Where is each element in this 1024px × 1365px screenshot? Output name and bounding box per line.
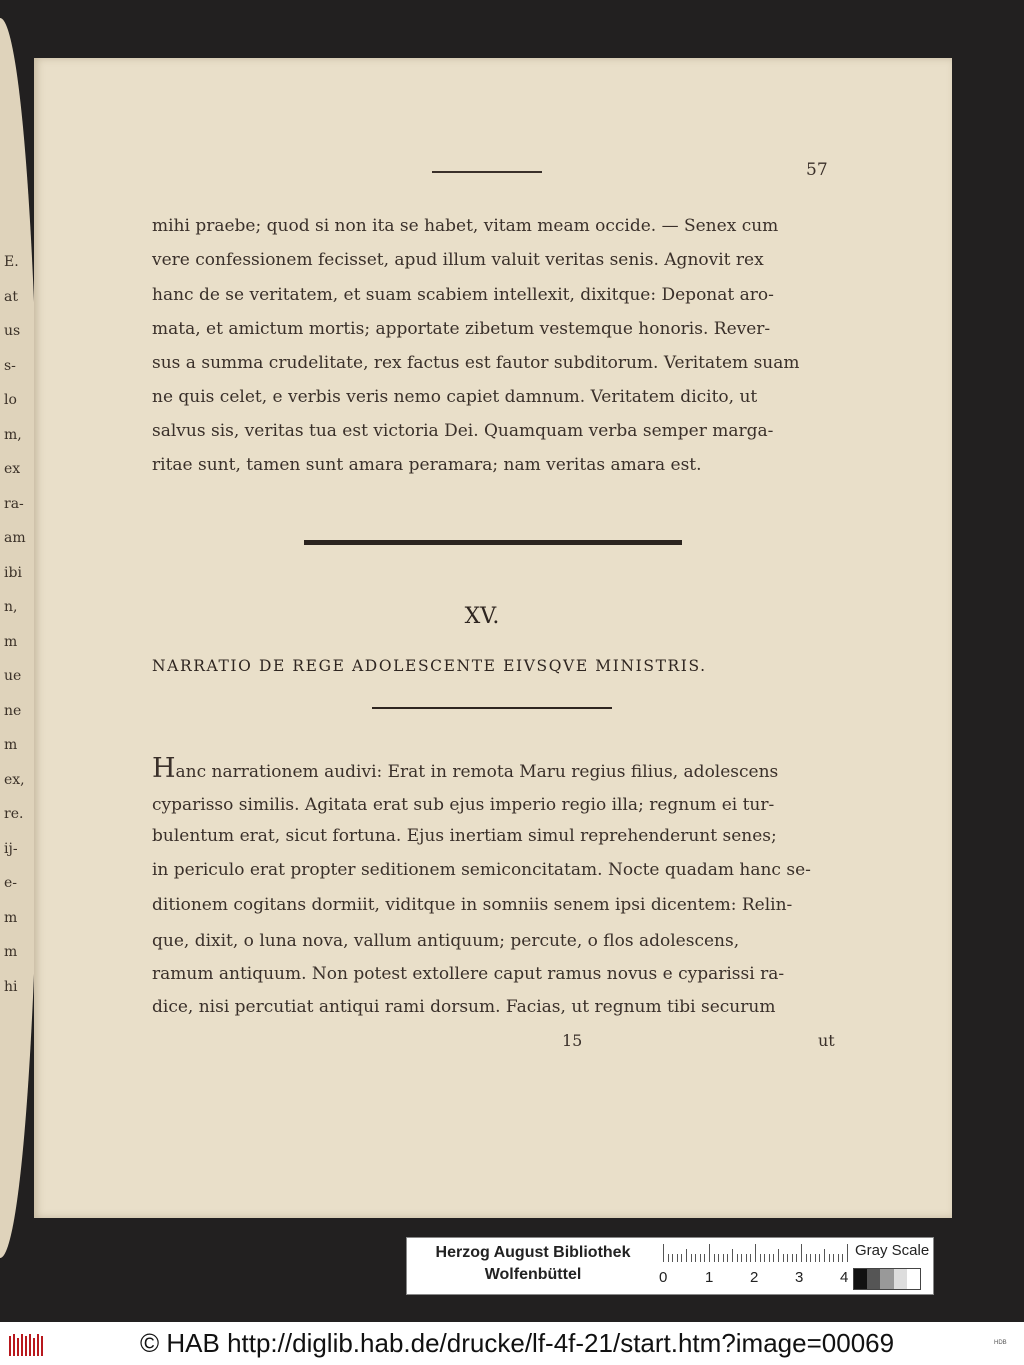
catchword: ut bbox=[818, 1031, 835, 1050]
ruler-tick bbox=[769, 1254, 770, 1262]
text-line: vere confessionem fecisset, apud illum valuit veritas senis. Agnovit rex bbox=[152, 250, 764, 270]
text-line: dice, nisi percutiat antiqui rami dorsum. Facias, ut regnum tibi securum bbox=[152, 997, 776, 1017]
ruler-tick bbox=[796, 1254, 797, 1262]
text-line: salvus sis, veritas tua est victoria Dei. Quamquam verba semper marga- bbox=[152, 421, 774, 441]
ruler-tick bbox=[755, 1244, 756, 1262]
ruler-tick bbox=[737, 1254, 738, 1262]
ruler-tick bbox=[681, 1254, 682, 1262]
prev-page-fragment: ra- bbox=[4, 495, 24, 512]
ruler-tick bbox=[672, 1254, 673, 1262]
ruler-tick bbox=[668, 1254, 669, 1262]
ruler-tick bbox=[764, 1254, 765, 1262]
section-divider bbox=[304, 540, 682, 545]
ruler-tick bbox=[709, 1244, 710, 1262]
text-line: ramum antiquum. Non potest extollere caput ramus novus e cyparissi ra- bbox=[152, 964, 785, 984]
hab-logo-icon bbox=[8, 1332, 46, 1358]
ruler-tick bbox=[806, 1254, 807, 1262]
drop-cap: H bbox=[152, 753, 176, 784]
calibration-card bbox=[406, 1237, 934, 1295]
text-line: mihi praebe; quod si non ita se habet, vitam meam occide. — Senex cum bbox=[152, 216, 779, 236]
ruler-tick bbox=[723, 1254, 724, 1262]
ruler-tick bbox=[760, 1254, 761, 1262]
ruler-tick bbox=[718, 1254, 719, 1262]
text-line: cyparisso similis. Agitata erat sub ejus imperio regio illa; regnum ei tur- bbox=[152, 795, 775, 815]
ruler-tick bbox=[833, 1254, 834, 1262]
text-line: ritae sunt, tamen sunt amara peramara; nam veritas amara est. bbox=[152, 455, 702, 475]
prev-page-fragment: m, bbox=[4, 426, 22, 443]
ruler-tick bbox=[810, 1254, 811, 1262]
signature-mark: 15 bbox=[562, 1031, 583, 1050]
ruler-tick bbox=[714, 1254, 715, 1262]
prev-page-fragment: am bbox=[4, 530, 26, 546]
ruler-tick bbox=[663, 1244, 664, 1262]
prev-page-fragment: at bbox=[4, 288, 18, 305]
ruler-tick bbox=[819, 1254, 820, 1262]
text-line-rest: anc narrationem audivi: Erat in remota Maru regius filius, adolescens bbox=[175, 762, 779, 782]
library-name-line2: Wolfenbüttel bbox=[484, 1266, 582, 1283]
gray-scale-steps bbox=[853, 1268, 921, 1290]
text-line: hanc de se veritatem, et suam scabiem intellexit, dixitque: Deponat aro- bbox=[152, 285, 774, 305]
text-line-first bbox=[152, 753, 834, 784]
ruler-tick bbox=[787, 1254, 788, 1262]
prev-page-fragment: us bbox=[4, 323, 21, 339]
scale-ruler bbox=[663, 1244, 853, 1262]
text-line: que, dixit, o luna nova, vallum antiquum; percute, o flos adolescens, bbox=[152, 931, 740, 951]
prev-page-fragment: ij- bbox=[4, 840, 18, 857]
library-name-line1: Herzog August Bibliothek bbox=[435, 1244, 631, 1261]
gray-scale-label: Gray Scale bbox=[855, 1242, 930, 1259]
ruler-label: 3 bbox=[795, 1269, 804, 1286]
prev-page-fragment: m bbox=[4, 909, 18, 926]
library-name bbox=[407, 1242, 659, 1286]
text-line: ne quis celet, e verbis veris nemo capiet damnum. Veritatem dicito, ut bbox=[152, 387, 758, 407]
ruler-tick bbox=[824, 1249, 825, 1262]
ruler-tick bbox=[842, 1254, 843, 1262]
header-rule bbox=[432, 171, 542, 173]
prev-page-fragment: m bbox=[4, 944, 18, 960]
prev-page-fragment: n, bbox=[4, 599, 18, 615]
prev-page-fragment: hi bbox=[4, 978, 18, 995]
ruler-label: 1 bbox=[705, 1269, 714, 1286]
gray-step bbox=[880, 1269, 893, 1289]
text-line: in periculo erat propter seditionem semiconcitatam. Nocte quadam hanc se- bbox=[152, 860, 811, 880]
prev-page-fragment: ibi bbox=[4, 564, 22, 581]
prev-page-fragment: re. bbox=[4, 806, 24, 822]
gray-step bbox=[867, 1269, 880, 1289]
ruler-tick bbox=[700, 1254, 701, 1262]
page-number: 57 bbox=[806, 160, 828, 180]
ruler-tick bbox=[750, 1254, 751, 1262]
ruler-tick bbox=[691, 1254, 692, 1262]
text-line: bulentum erat, sicut fortuna. Ejus inertiam simul reprehenderunt senes; bbox=[152, 826, 777, 846]
ruler-tick bbox=[727, 1254, 728, 1262]
gray-step bbox=[894, 1269, 907, 1289]
prev-page-fragment: e- bbox=[4, 875, 18, 891]
copyright-url: © HAB http://diglib.hab.de/drucke/lf-4f-21/start.htm?image=00069 bbox=[140, 1328, 895, 1358]
ruler-tick bbox=[677, 1254, 678, 1262]
ruler-tick bbox=[686, 1249, 687, 1262]
chapter-title: NARRATIO DE REGE ADOLESCENTE EIVSQVE MINISTRIS. bbox=[152, 657, 707, 675]
prev-page-fragment: ne bbox=[4, 702, 22, 719]
ruler-tick bbox=[829, 1254, 830, 1262]
ruler-tick bbox=[792, 1254, 793, 1262]
chapter-number: XV. bbox=[464, 604, 500, 629]
ruler-tick bbox=[695, 1254, 696, 1262]
ruler-label: 0 bbox=[659, 1269, 668, 1286]
footer-mark: HDB bbox=[994, 1340, 1007, 1346]
ruler-tick bbox=[838, 1254, 839, 1262]
ruler-tick bbox=[783, 1254, 784, 1262]
ruler-tick bbox=[741, 1254, 742, 1262]
prev-page-fragment: s- bbox=[4, 357, 16, 374]
prev-page-fragment: ue bbox=[4, 668, 22, 684]
text-line: mata, et amictum mortis; apportate zibetum vestemque honoris. Rever- bbox=[152, 319, 771, 339]
gray-step bbox=[907, 1269, 920, 1289]
prev-page-fragment: E. bbox=[4, 254, 19, 270]
ruler-tick bbox=[704, 1254, 705, 1262]
ruler-tick bbox=[847, 1244, 848, 1262]
ruler-tick bbox=[773, 1254, 774, 1262]
gray-step bbox=[854, 1269, 867, 1289]
prev-page-fragment: m bbox=[4, 633, 18, 650]
footer-bar bbox=[0, 1322, 1024, 1365]
ruler-label: 4 bbox=[840, 1269, 849, 1286]
prev-page-fragment: ex bbox=[4, 461, 21, 477]
ruler-tick bbox=[732, 1249, 733, 1262]
prev-page-fragment: m bbox=[4, 737, 18, 753]
ruler-tick bbox=[801, 1244, 802, 1262]
ruler-label: 2 bbox=[750, 1269, 759, 1286]
ruler-tick bbox=[815, 1254, 816, 1262]
text-line: sus a summa crudelitate, rex factus est fautor subditorum. Veritatem suam bbox=[152, 353, 800, 373]
title-rule bbox=[372, 707, 612, 709]
prev-page-fragment: lo bbox=[4, 392, 17, 408]
ruler-tick bbox=[778, 1249, 779, 1262]
text-line: ditionem cogitans dormiit, viditque in somniis senem ipsi dicentem: Relin- bbox=[152, 895, 793, 915]
prev-page-fragment: ex, bbox=[4, 771, 25, 788]
ruler-tick bbox=[746, 1254, 747, 1262]
